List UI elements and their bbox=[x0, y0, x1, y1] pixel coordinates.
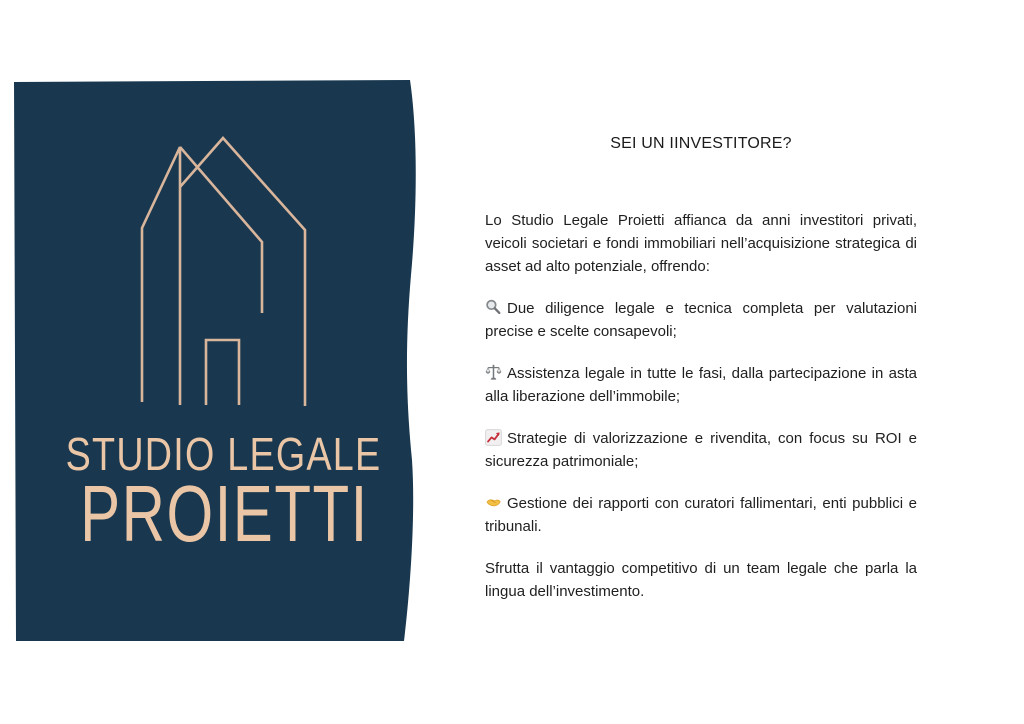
brand-name-line1-text: STUDIO LEGALE bbox=[66, 428, 382, 480]
bullet-due-diligence bbox=[485, 297, 917, 343]
brand-name-line2 bbox=[26, 469, 422, 558]
handshake-icon bbox=[485, 494, 502, 511]
bullet-assistenza-legale bbox=[485, 362, 917, 408]
bullet-gestione-rapporti bbox=[485, 492, 917, 538]
bullet-text: Due diligence legale e tecnica completa per valutazioni precise e scelte consapevoli; bbox=[485, 300, 917, 340]
chart-increasing-icon bbox=[485, 429, 502, 446]
closing-paragraph: Sfrutta il vantaggio competitivo di un team legale che parla la lingua dell’investimento. bbox=[485, 560, 917, 600]
magnifier-icon bbox=[485, 299, 502, 316]
intro-paragraph: Lo Studio Legale Proietti affianca da anni investitori privati, veicoli societari e fondi immobiliari nell’acquisizione strategica di asset ad alto potenziale, offrendo: bbox=[485, 212, 917, 275]
bullet-strategie bbox=[485, 427, 917, 473]
copy-column bbox=[485, 133, 917, 603]
bullet-text: Gestione dei rapporti con curatori fallimentari, enti pubblici e tribunali. bbox=[485, 495, 917, 535]
bullet-text: Strategie di valorizzazione e rivendita, con focus su ROI e sicurezza patrimoniale; bbox=[485, 430, 917, 470]
scales-icon bbox=[485, 364, 502, 381]
brand-name-line2-text: PROIETTI bbox=[79, 469, 369, 558]
bullet-text: Assistenza legale in tutte le fasi, dalla partecipazione in asta alla liberazione dell’immobile; bbox=[485, 365, 917, 405]
page-title: SEI UN IINVESTITORE? bbox=[610, 135, 792, 152]
